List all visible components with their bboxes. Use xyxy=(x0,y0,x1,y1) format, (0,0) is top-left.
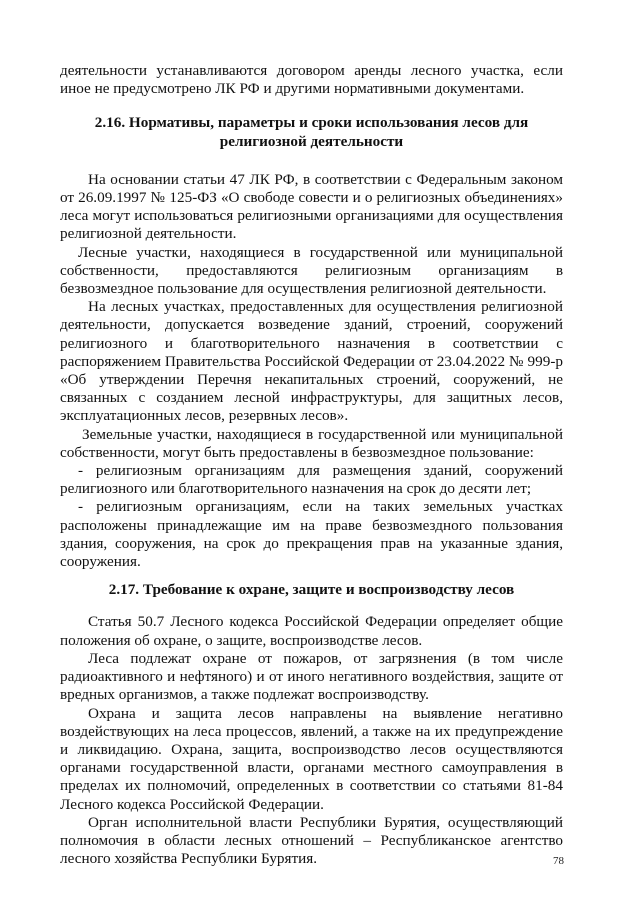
paragraph-protection-goals: Охрана и защита лесов направлены на выявление негативно воздействующих на леса процессов, явлений, а также на их предупреждение и ликвидацию. Охрана, защита, воспроизводство лесов осуществляются органами государственной власти, органами местного самоуправления в пределах их полномочий, определенных в соответствии со статьями 81-84 Лесного кодекса Российской Федерации. xyxy=(60,704,563,813)
page-content xyxy=(60,62,563,868)
section-heading-2-16-line1: 2.16. Нормативы, параметры и сроки использования лесов для xyxy=(94,114,529,132)
paragraph-construction: На лесных участках, предоставленных для осуществления религиозной деятельности, допускается возведение зданий, строений, сооружений религиозного и благотворительного назначения в соответствии с распоряжением Правительства Российской Федерации от 23.04.2022 № 999-р «Об утверждении Перечня некапитальных строений, сооружений, не связанных с созданием лесной инфраструктуры, для защитных лесов, эксплуатационных лесов, резервных лесов». xyxy=(60,298,563,425)
paragraph-executive-authority: Орган исполнительной власти Республики Бурятия, осуществляющий полномочия в области лесных отношений – Республиканское агентство лесного хозяйства Республики Бурятия. xyxy=(60,813,563,868)
paragraph-land-plots: Земельные участки, находящиеся в государственной или муниципальной собственности, могут быть предоставлены в безвозмездное пользование: xyxy=(60,425,563,461)
intro-paragraph: деятельности устанавливаются договором аренды лесного участка, если иное не предусмотрено ЛК РФ и другими нормативными документами. xyxy=(60,62,563,98)
section-heading-2-17: 2.17. Требование к охране, защите и воспроизводству лесов xyxy=(108,581,515,599)
page-number: 78 xyxy=(553,855,564,867)
list-item-religious-usage: - религиозным организациям, если на таких земельных участках расположены принадлежащие им на праве безвозмездного пользования здания, сооружения, на срок до прекращения прав на указанные здания, сооружения. xyxy=(60,498,563,571)
list-item-religious-buildings: - религиозным организациям для размещения зданий, сооружений религиозного или благотворительного назначения на срок до десяти лет; xyxy=(60,462,563,498)
section-heading-2-16 xyxy=(60,114,563,150)
paragraph-article-50-7: Статья 50.7 Лесного кодекса Российской Федерации определяет общие положения об охране, о защите, воспроизводстве лесов. xyxy=(60,613,563,649)
paragraph-forest-plots: Лесные участки, находящиеся в государственной или муниципальной собственности, предоставляются религиозным организациям в безвозмездное пользование для осуществления религиозной деятельности. xyxy=(60,243,563,298)
section-heading-2-16-line2: религиозной деятельности xyxy=(219,132,404,150)
paragraph-article-47: На основании статьи 47 ЛК РФ, в соответствии с Федеральным законом от 26.09.1997 № 125-ФЗ «О свободе совести и о религиозных объединениях» леса могут использоваться религиозными организациями для осуществления религиозной деятельности. xyxy=(60,170,563,243)
paragraph-forest-protection: Леса подлежат охране от пожаров, от загрязнения (в том числе радиоактивного и нефтяного) и от иного негативного воздействия, защите от вредных организмов, а также подлежат воспроизводству. xyxy=(60,649,563,704)
